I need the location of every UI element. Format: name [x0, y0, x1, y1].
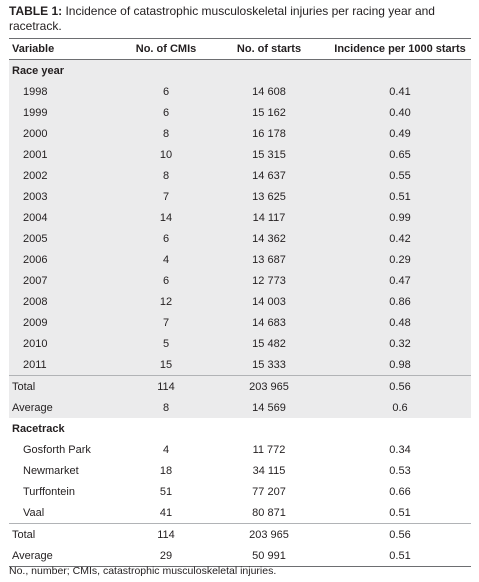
cell-incidence: 0.48 — [389, 316, 411, 329]
race-year-heading-row — [9, 60, 471, 82]
table-row — [9, 165, 471, 186]
cell-incidence: 0.51 — [389, 506, 411, 519]
cell-variable: 2001 — [23, 148, 48, 161]
cell-variable: 2004 — [23, 211, 48, 224]
cell-cmis: 18 — [159, 464, 173, 477]
cell-starts: 13 687 — [252, 253, 286, 266]
cell-variable: Vaal — [23, 506, 45, 519]
cell-variable: Gosforth Park — [23, 443, 91, 456]
cell-cmis: 41 — [159, 506, 173, 519]
table-row — [9, 481, 471, 502]
cell-variable: Average — [12, 401, 53, 414]
cell-incidence: 0.99 — [389, 211, 411, 224]
cell-cmis: 6 — [162, 106, 170, 119]
cell-cmis: 6 — [162, 232, 170, 245]
cell-starts: 14 362 — [252, 232, 286, 245]
table-caption-text: Incidence of catastrophic musculoskeletal injuries per racing year and racetrack. — [9, 4, 435, 33]
cell-variable: Turffontein — [23, 485, 75, 498]
table-caption-label: TABLE 1: — [9, 4, 63, 18]
race-year-heading: Race year — [12, 64, 64, 77]
cell-variable: 2002 — [23, 169, 48, 182]
cell-incidence: 0.51 — [389, 190, 411, 203]
cell-starts: 14 608 — [252, 85, 286, 98]
cell-cmis: 8 — [162, 169, 170, 182]
cell-cmis: 7 — [162, 190, 170, 203]
cell-starts: 15 315 — [252, 148, 286, 161]
table-row — [9, 291, 471, 312]
cell-cmis: 12 — [159, 295, 173, 308]
table-row — [9, 502, 471, 524]
cell-starts: 16 178 — [252, 127, 286, 140]
cell-cmis: 14 — [159, 211, 173, 224]
race-year-section — [9, 60, 471, 419]
cell-incidence: 0.55 — [389, 169, 411, 182]
table-row — [9, 270, 471, 291]
cell-incidence: 0.32 — [389, 337, 411, 350]
racetrack-heading: Racetrack — [12, 422, 65, 435]
cell-variable: 1999 — [23, 106, 48, 119]
cell-starts: 80 871 — [252, 506, 286, 519]
cell-cmis: 29 — [123, 545, 209, 567]
cell-variable: 2005 — [23, 232, 48, 245]
cell-cmis: 114 — [123, 376, 209, 398]
cell-variable: 2009 — [23, 316, 48, 329]
table-row — [9, 439, 471, 460]
cell-incidence: 0.66 — [389, 485, 411, 498]
cell-cmis: 5 — [162, 337, 170, 350]
table-row — [9, 102, 471, 123]
cell-variable: Newmarket — [23, 464, 79, 477]
table-row — [9, 81, 471, 102]
cell-starts: 15 333 — [252, 358, 286, 371]
cell-incidence: 0.41 — [389, 85, 411, 98]
cell-incidence: 0.86 — [389, 295, 411, 308]
header-cmis: No. of CMIs — [123, 39, 209, 60]
cell-cmis: 6 — [162, 274, 170, 287]
cell-variable: 2011 — [23, 358, 47, 371]
cell-cmis: 15 — [159, 358, 173, 371]
cell-incidence: 0.65 — [389, 148, 411, 161]
cell-starts: 12 773 — [252, 274, 286, 287]
cell-starts: 15 162 — [252, 106, 286, 119]
cell-variable: Average — [9, 545, 123, 567]
cell-incidence: 0.56 — [329, 376, 471, 398]
cell-cmis: 6 — [162, 85, 170, 98]
cell-variable: Total — [9, 524, 123, 546]
cell-incidence: 0.29 — [389, 253, 411, 266]
header-variable: Variable — [9, 39, 123, 60]
cell-starts: 11 772 — [252, 443, 286, 456]
cell-variable: 2000 — [23, 127, 48, 140]
table-row — [9, 376, 471, 398]
cell-cmis: 4 — [162, 443, 170, 456]
cell-incidence: 0.6 — [392, 401, 408, 414]
table-row — [9, 186, 471, 207]
cell-cmis: 7 — [162, 316, 170, 329]
table-caption — [9, 4, 471, 34]
cell-variable: 2008 — [23, 295, 48, 308]
cell-variable: 2006 — [23, 253, 48, 266]
cell-incidence: 0.40 — [389, 106, 411, 119]
header-row — [9, 39, 471, 60]
table-row — [9, 312, 471, 333]
table-row — [9, 545, 471, 567]
cell-starts: 203 965 — [209, 524, 329, 546]
cell-variable: 2010 — [23, 337, 48, 350]
table-row — [9, 354, 471, 376]
table-row — [9, 397, 471, 418]
racetrack-section — [9, 418, 471, 567]
table-row — [9, 144, 471, 165]
table-row — [9, 460, 471, 481]
table-row — [9, 524, 471, 546]
cell-variable: 2003 — [23, 190, 48, 203]
cell-incidence: 0.34 — [389, 443, 411, 456]
cell-cmis: 8 — [162, 127, 170, 140]
cell-incidence: 0.53 — [389, 464, 411, 477]
cell-variable: 1998 — [23, 85, 48, 98]
cell-starts: 50 991 — [209, 545, 329, 567]
cell-starts: 14 003 — [252, 295, 286, 308]
cell-incidence: 0.42 — [389, 232, 411, 245]
header-incidence: Incidence per 1000 starts — [329, 39, 471, 60]
racetrack-heading-row — [9, 418, 471, 439]
header-starts: No. of starts — [209, 39, 329, 60]
cell-starts: 34 115 — [252, 464, 286, 477]
cell-cmis: 51 — [159, 485, 173, 498]
table-row — [9, 228, 471, 249]
table-row — [9, 333, 471, 354]
cell-starts: 14 683 — [252, 316, 286, 329]
cell-incidence: 0.49 — [389, 127, 411, 140]
cell-starts: 15 482 — [252, 337, 286, 350]
cell-incidence: 0.98 — [389, 358, 411, 371]
table-row — [9, 207, 471, 228]
cell-variable: Total — [9, 376, 123, 398]
cell-incidence: 0.51 — [329, 545, 471, 567]
cell-starts: 203 965 — [209, 376, 329, 398]
cell-starts: 14 637 — [252, 169, 286, 182]
table-row — [9, 123, 471, 144]
cell-starts: 14 569 — [252, 401, 286, 414]
table-footnote: No., number; CMIs, catastrophic musculoskeletal injuries. — [9, 565, 277, 577]
cell-cmis: 10 — [159, 148, 173, 161]
cell-cmis: 114 — [123, 524, 209, 546]
cell-starts: 14 117 — [252, 211, 286, 224]
cell-variable: 2007 — [23, 274, 48, 287]
cell-cmis: 8 — [162, 401, 170, 414]
cell-cmis: 4 — [162, 253, 170, 266]
cell-starts: 77 207 — [252, 485, 286, 498]
table-row — [9, 249, 471, 270]
cell-incidence: 0.47 — [389, 274, 411, 287]
cell-incidence: 0.56 — [329, 524, 471, 546]
incidence-table — [9, 38, 471, 567]
cell-starts: 13 625 — [252, 190, 286, 203]
